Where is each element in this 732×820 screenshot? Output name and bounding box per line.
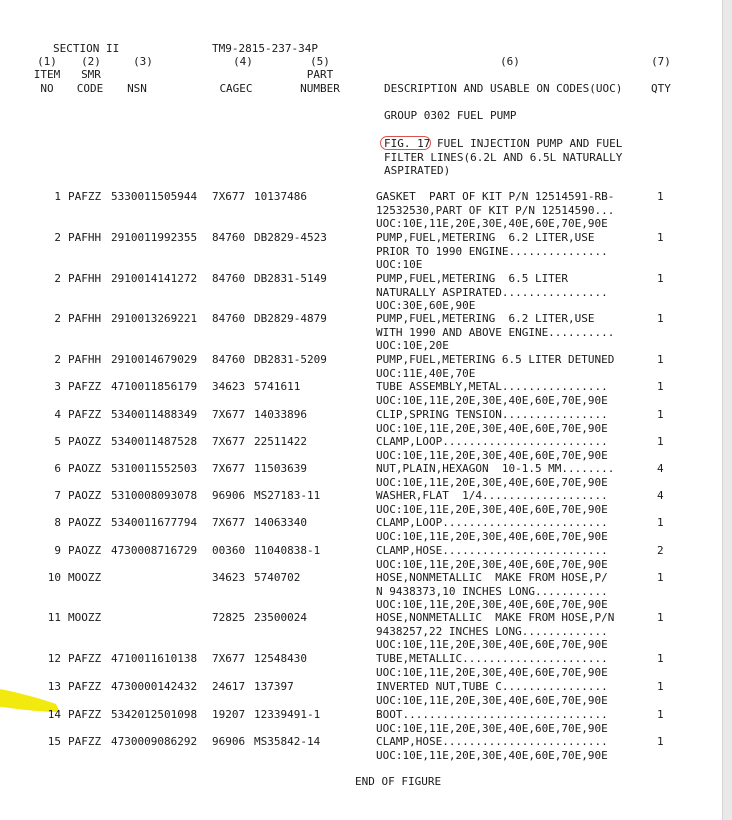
table-row — [0, 272, 722, 312]
item-number: 2 — [54, 312, 61, 325]
col-num-6: (6) — [500, 55, 520, 68]
item-number: 2 — [54, 231, 61, 244]
description-line3: UOC:10E,11E,20E,30E,40E,60E,70E,90E — [376, 638, 608, 651]
cagec: 7X677 — [212, 516, 246, 529]
part-number: 5740702 — [254, 571, 301, 584]
nsn: 2910011992355 — [111, 231, 198, 244]
cagec: 00360 — [212, 544, 246, 557]
item-number: 7 — [54, 489, 61, 502]
quantity: 2 — [657, 544, 664, 557]
nsn: 5340011488349 — [111, 408, 198, 421]
description-line1: TUBE ASSEMBLY,METAL................ — [376, 380, 608, 393]
smr-code: PAFZZ — [68, 380, 102, 393]
nsn: 4730000142432 — [111, 680, 198, 693]
cagec: 34623 — [212, 571, 246, 584]
col-code-label: CODE — [76, 82, 104, 95]
item-number: 9 — [54, 544, 61, 557]
nsn: 5310011552503 — [111, 462, 198, 475]
col-item-no-label: NO — [40, 82, 54, 95]
part-number: 11503639 — [254, 462, 307, 475]
part-number: DB2831-5149 — [254, 272, 327, 285]
cagec: 34623 — [212, 380, 246, 393]
quantity: 1 — [657, 735, 664, 748]
smr-code: PAFZZ — [68, 190, 102, 203]
description-line3: UOC:10E — [376, 258, 423, 271]
cagec: 24617 — [212, 680, 246, 693]
description-line2: UOC:10E,11E,20E,30E,40E,60E,70E,90E — [376, 693, 608, 707]
description-line3: UOC:30E,60E,90E — [376, 299, 476, 312]
smr-code: PAOZZ — [68, 462, 102, 475]
item-number: 15 — [47, 735, 61, 748]
figure-title-line3: ASPIRATED) — [384, 164, 451, 177]
col-num-4: (4) — [233, 55, 253, 68]
smr-code: PAFZZ — [68, 708, 102, 721]
col-smr-label: SMR — [81, 68, 101, 81]
figure-annotation-circle — [380, 136, 431, 150]
description-line3: UOC:10E,20E — [376, 339, 449, 352]
smr-code: PAFZZ — [68, 408, 102, 421]
description-line2: UOC:10E,11E,20E,30E,40E,60E,70E,90E — [376, 448, 608, 462]
quantity: 1 — [657, 190, 664, 203]
item-number: 2 — [54, 272, 61, 285]
smr-code: MOOZZ — [68, 611, 102, 624]
cagec: 84760 — [212, 272, 246, 285]
nsn: 2910014141272 — [111, 272, 198, 285]
nsn: 4710011856179 — [111, 380, 198, 393]
description-line2: N 9438373,10 INCHES LONG........... — [376, 584, 608, 598]
tm-number: TM9-2815-237-34P — [212, 42, 318, 55]
description-line1: CLAMP,HOSE......................... — [376, 544, 608, 557]
description-line2: UOC:10E,11E,20E,30E,40E,60E,70E,90E — [376, 393, 608, 407]
quantity: 1 — [657, 435, 664, 448]
description-line2: UOC:10E,11E,20E,30E,40E,60E,70E,90E — [376, 665, 608, 679]
quantity: 1 — [657, 272, 664, 285]
quantity: 1 — [657, 516, 664, 529]
part-number: 14063340 — [254, 516, 307, 529]
part-number: DB2829-4879 — [254, 312, 327, 325]
item-number: 2 — [54, 353, 61, 366]
col-cagec-label: CAGEC — [219, 82, 253, 95]
description-line1: PUMP,FUEL,METERING 6.5 LITER DETUNED — [376, 353, 615, 366]
col-num-2: (2) — [81, 55, 101, 68]
part-number: DB2829-4523 — [254, 231, 327, 244]
nsn: 5330011505944 — [111, 190, 198, 203]
smr-code: PAOZZ — [68, 516, 102, 529]
quantity: 1 — [657, 708, 664, 721]
cagec: 7X677 — [212, 190, 246, 203]
section-title: SECTION II — [53, 42, 120, 55]
quantity: 1 — [657, 611, 664, 624]
smr-code: PAOZZ — [68, 544, 102, 557]
description-line2: UOC:10E,11E,20E,30E,40E,60E,70E,90E — [376, 475, 608, 489]
part-number: 23500024 — [254, 611, 307, 624]
nsn: 4730009086292 — [111, 735, 198, 748]
description-line1: TUBE,METALLIC...................... — [376, 652, 608, 665]
smr-code: MOOZZ — [68, 571, 102, 584]
description-line2: NATURALLY ASPIRATED................ — [376, 285, 608, 299]
quantity: 1 — [657, 353, 664, 366]
nsn: 2910014679029 — [111, 353, 198, 366]
col-num-7: (7) — [651, 55, 671, 68]
description-line1: HOSE,NONMETALLIC MAKE FROM HOSE,P/N — [376, 611, 615, 624]
description-line2: UOC:10E,11E,20E,30E,40E,60E,70E,90E — [376, 502, 608, 516]
col-num-3: (3) — [133, 55, 153, 68]
description-line1: PUMP,FUEL,METERING 6.2 LITER,USE — [376, 312, 595, 325]
col-num-5: (5) — [310, 55, 330, 68]
part-number: 12548430 — [254, 652, 307, 665]
description-line2: UOC:10E,11E,20E,30E,40E,60E,70E,90E — [376, 421, 608, 435]
cagec: 7X677 — [212, 652, 246, 665]
group-title: GROUP 0302 FUEL PUMP — [384, 109, 517, 122]
description-line3: UOC:10E,11E,20E,30E,40E,60E,70E,90E — [376, 217, 608, 230]
description-line2: UOC:10E,11E,20E,30E,40E,60E,70E,90E — [376, 529, 608, 543]
quantity: 4 — [657, 489, 664, 502]
quantity: 1 — [657, 312, 664, 325]
col-nsn-label: NSN — [127, 82, 147, 95]
description-line2: 9438257,22 INCHES LONG............. — [376, 624, 608, 638]
quantity: 1 — [657, 571, 664, 584]
part-number: 14033896 — [254, 408, 307, 421]
col-number-label: NUMBER — [300, 82, 340, 95]
table-row — [0, 571, 722, 611]
item-number: 3 — [54, 380, 61, 393]
quantity: 1 — [657, 231, 664, 244]
description-line2: UOC:10E,11E,20E,30E,40E,60E,70E,90E — [376, 748, 608, 762]
cagec: 96906 — [212, 489, 246, 502]
cagec: 96906 — [212, 735, 246, 748]
col-item-label: ITEM — [33, 68, 61, 81]
cagec: 72825 — [212, 611, 246, 624]
part-number: DB2831-5209 — [254, 353, 327, 366]
figure-label-ref: FIG. 1 — [384, 137, 424, 150]
description-line1: CLAMP,LOOP......................... — [376, 516, 608, 529]
end-of-figure: END OF FIGURE — [355, 775, 442, 788]
smr-code: PAFHH — [68, 312, 102, 325]
table-row — [0, 611, 722, 651]
description-line1: BOOT............................... — [376, 708, 608, 721]
item-number: 14 — [47, 708, 61, 721]
quantity: 1 — [657, 652, 664, 665]
smr-code: PAFZZ — [68, 680, 102, 693]
smr-code: PAFHH — [68, 231, 102, 244]
description-line1: PUMP,FUEL,METERING 6.5 LITER — [376, 272, 569, 285]
scrollbar[interactable] — [722, 0, 732, 820]
quantity: 1 — [657, 680, 664, 693]
description-line1: PUMP,FUEL,METERING 6.2 LITER,USE — [376, 231, 595, 244]
description-line1: CLIP,SPRING TENSION................ — [376, 408, 608, 421]
table-row — [0, 231, 722, 271]
part-number: 10137486 — [254, 190, 307, 203]
col-num-1: (1) — [37, 55, 57, 68]
col-qty-label: QTY — [651, 82, 671, 95]
col-desc-label: DESCRIPTION AND USABLE ON CODES(UOC) — [384, 82, 623, 95]
item-number: 5 — [54, 435, 61, 448]
description-line2: 12532530,PART OF KIT P/N 12514590... — [376, 203, 615, 217]
nsn: 5340011487528 — [111, 435, 198, 448]
smr-code: PAOZZ — [68, 489, 102, 502]
cagec: 84760 — [212, 353, 246, 366]
smr-code: PAOZZ — [68, 435, 102, 448]
description-line1: WASHER,FLAT 1/4................... — [376, 489, 608, 502]
description-line2: UOC:10E,11E,20E,30E,40E,60E,70E,90E — [376, 721, 608, 735]
cagec: 7X677 — [212, 435, 246, 448]
quantity: 1 — [657, 408, 664, 421]
item-number: 10 — [47, 571, 61, 584]
item-number: 8 — [54, 516, 61, 529]
figure-title-line2: FILTER LINES(6.2L AND 6.5L NATURALLY — [384, 151, 623, 164]
table-row — [0, 312, 722, 352]
description-line1: CLAMP,HOSE......................... — [376, 735, 608, 748]
part-number: 12339491-1 — [254, 708, 321, 721]
smr-code: PAFZZ — [68, 735, 102, 748]
item-number: 1 — [54, 190, 61, 203]
figure-title-line1: 7 FUEL INJECTION PUMP AND FUEL — [423, 137, 623, 150]
item-number: 4 — [54, 408, 61, 421]
cagec: 84760 — [212, 231, 246, 244]
description-line1: NUT,PLAIN,HEXAGON 10-1.5 MM........ — [376, 462, 615, 475]
nsn: 4710011610138 — [111, 652, 198, 665]
cagec: 7X677 — [212, 462, 246, 475]
description-line2: WITH 1990 AND ABOVE ENGINE.......... — [376, 325, 615, 339]
nsn: 5310008093078 — [111, 489, 198, 502]
smr-code: PAFHH — [68, 353, 102, 366]
item-number: 12 — [47, 652, 61, 665]
nsn: 5340011677794 — [111, 516, 198, 529]
description-line3: UOC:10E,11E,20E,30E,40E,60E,70E,90E — [376, 598, 608, 611]
cagec: 7X677 — [212, 408, 246, 421]
part-number: 22511422 — [254, 435, 307, 448]
smr-code: PAFZZ — [68, 652, 102, 665]
description-line1: INVERTED NUT,TUBE C................ — [376, 680, 608, 693]
description-line2: PRIOR TO 1990 ENGINE............... — [376, 244, 608, 258]
item-number: 11 — [47, 611, 61, 624]
item-number: 13 — [47, 680, 61, 693]
quantity: 1 — [657, 380, 664, 393]
nsn: 4730008716729 — [111, 544, 198, 557]
part-number: 5741611 — [254, 380, 301, 393]
col-part-label: PART — [306, 68, 334, 81]
description-line2: UOC:11E,40E,70E — [376, 366, 476, 380]
part-number: 137397 — [254, 680, 294, 693]
nsn: 5342012501098 — [111, 708, 198, 721]
description-line1: HOSE,NONMETALLIC MAKE FROM HOSE,P/ — [376, 571, 608, 584]
table-row — [0, 190, 722, 230]
cagec: 19207 — [212, 708, 246, 721]
part-number: MS27183-11 — [254, 489, 321, 502]
item-number: 6 — [54, 462, 61, 475]
nsn: 2910013269221 — [111, 312, 198, 325]
smr-code: PAFHH — [68, 272, 102, 285]
cagec: 84760 — [212, 312, 246, 325]
part-number: 11040838-1 — [254, 544, 321, 557]
description-line1: GASKET PART OF KIT P/N 12514591-RB- — [376, 190, 615, 203]
description-line1: CLAMP,LOOP......................... — [376, 435, 608, 448]
description-line2: UOC:10E,11E,20E,30E,40E,60E,70E,90E — [376, 557, 608, 571]
quantity: 4 — [657, 462, 664, 475]
part-number: MS35842-14 — [254, 735, 321, 748]
table-row — [0, 735, 722, 775]
